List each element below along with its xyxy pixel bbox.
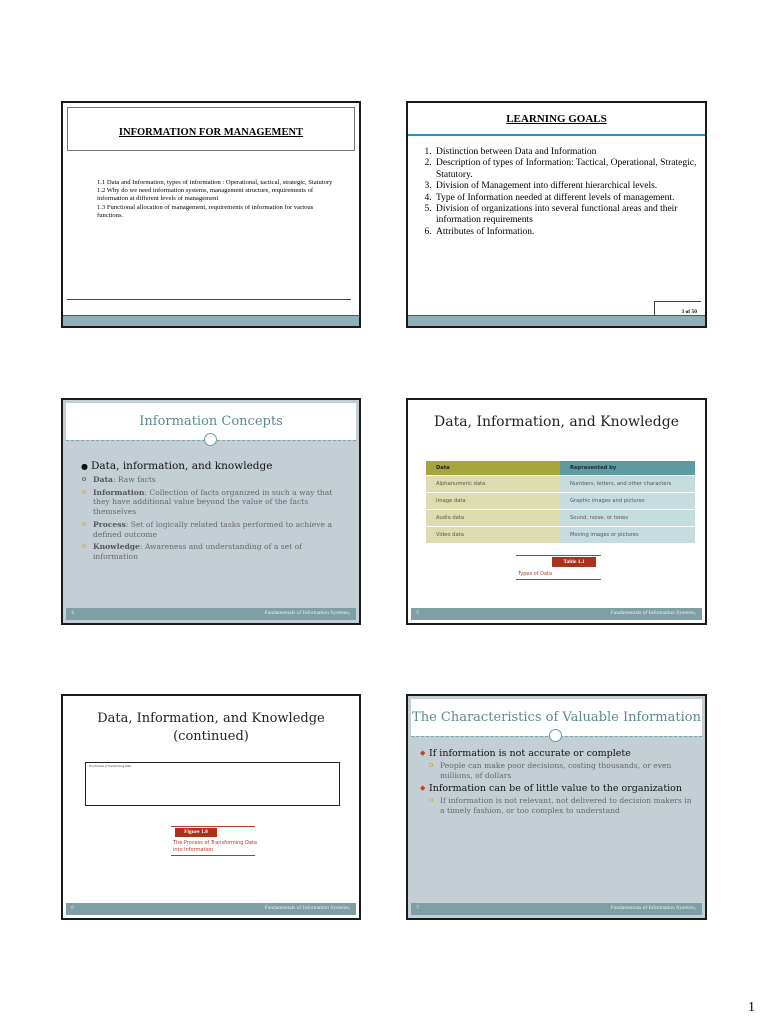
slide-4-title: Data, Information, and Knowledge xyxy=(434,414,679,430)
slide-2-title: LEARNING GOALS xyxy=(506,113,607,125)
table-caption: Types of Data xyxy=(518,571,553,577)
slide-2-rule xyxy=(408,134,705,136)
slide-number: 5 xyxy=(416,610,420,616)
slide-5[interactable] xyxy=(61,694,361,920)
sub-bullet: o Knowledge: Awareness and understanding of a set of information xyxy=(82,542,303,562)
slide-3[interactable] xyxy=(61,398,361,625)
slide-1[interactable] xyxy=(61,101,361,328)
types-of-data-table xyxy=(426,461,695,543)
list-item: 1. Distinction between Data and Information xyxy=(434,147,697,158)
footer-source: Fundamentals of Information Systems, xyxy=(264,905,350,911)
main-bullet: ◆ If information is not accurate or complete xyxy=(420,748,631,759)
slide-2-footer-bar xyxy=(408,315,705,326)
slide-6-content xyxy=(420,748,695,819)
column-header: Data xyxy=(426,461,560,476)
figure-caption: The Process of Transforming Data into Information xyxy=(173,840,257,853)
slide-5-title: Data, Information, and Knowledge (continued) xyxy=(97,711,325,745)
slide-number: 7 xyxy=(416,905,420,911)
slide-5-footer xyxy=(66,903,356,915)
table-caption-rule xyxy=(516,579,601,580)
table-row xyxy=(426,510,695,527)
diamond-bullet-icon: ◆ xyxy=(420,784,426,793)
slide-3-content xyxy=(81,460,347,565)
slide-6[interactable] xyxy=(406,694,707,920)
slide-1-divider xyxy=(67,299,351,300)
figure-tiny-text: The Process of Transforming Data xyxy=(89,765,131,768)
sub-bullet: o Data: Raw facts xyxy=(82,475,156,484)
slide-1-line: 1.3 Functional allocation of management, requirements of information for various functions. xyxy=(97,203,314,219)
main-bullet: ◆ Information can be of little value to the organization xyxy=(420,783,683,795)
diamond-bullet-icon: ◆ xyxy=(420,749,426,757)
slide-3-footer xyxy=(66,608,356,620)
table-cell: Alphanumeric data xyxy=(426,476,560,493)
table-label: Table 1.1 xyxy=(552,557,596,567)
table-cell: Sound, noise, or tones xyxy=(560,510,695,527)
figure-label-rule xyxy=(171,826,255,827)
hollow-square-icon: o xyxy=(429,761,434,769)
slide-6-title: The Characteristics of Valuable Information xyxy=(412,710,701,725)
sub-bullet: o If information is not relevant, not delivered to decision makers in a timely fashion, or too complex to understand xyxy=(429,796,692,816)
slide-number: 4 xyxy=(71,610,75,616)
slide-2-page-count: 3 of 50 xyxy=(681,309,697,315)
circle-ornament-icon xyxy=(549,729,562,742)
slide-1-line: 1.2 Why do we need information systems, management structure, requirements of information at different levels of management xyxy=(97,187,314,203)
list-item: 2. Description of types of Information: Tactical, Operational, Strategic, Statutory. xyxy=(434,158,697,181)
table-cell: Graphic images and pictures xyxy=(560,493,695,510)
table-label-rule xyxy=(516,555,601,556)
hollow-square-icon: o xyxy=(82,519,87,528)
table-header-row xyxy=(426,461,695,476)
table-cell: Numbers, letters, and other characters xyxy=(560,476,695,493)
slide-1-title: INFORMATION FOR MANAGEMENT xyxy=(118,127,304,138)
hollow-square-icon: o xyxy=(82,487,87,496)
list-item: 3. Division of Management into different hierarchical levels. xyxy=(434,181,697,192)
list-item: 4. Type of Information needed at different levels of management. xyxy=(434,193,697,204)
footer-source: Fundamentals of Information Systems, xyxy=(610,610,696,616)
slide-1-footer-bar xyxy=(63,315,359,326)
slide-2[interactable] xyxy=(406,101,707,328)
sub-bullet: o Information: Collection of facts organized in such a way that they have additional value beyond the value of the facts themselves xyxy=(82,487,333,517)
slide-4-footer xyxy=(411,608,702,620)
slide-3-title: Information Concepts xyxy=(139,414,283,429)
slide-number: 6 xyxy=(71,905,75,911)
main-bullet: ● Data, information, and knowledge xyxy=(81,460,273,472)
figure-caption-rule xyxy=(171,855,255,856)
sub-bullet: o Process: Set of logically related tasks performed to achieve a defined outcome xyxy=(82,519,332,539)
table-cell: Audio data xyxy=(426,510,560,527)
hollow-square-icon: o xyxy=(82,542,87,551)
sub-bullet: o People can make poor decisions, costing thousands, or even millions, of dollars xyxy=(429,761,672,780)
learning-goals-list xyxy=(420,147,697,238)
circle-ornament-icon xyxy=(204,433,217,446)
page-number: 1 xyxy=(748,1000,755,1015)
column-header: Represented by xyxy=(560,461,695,476)
bullet-icon: ● xyxy=(81,462,88,471)
table-cell: Moving images or pictures xyxy=(560,527,695,544)
table-row xyxy=(426,476,695,493)
table-cell: Video data xyxy=(426,527,560,544)
list-item: 6. Attributes of Information. xyxy=(434,227,697,238)
hollow-square-icon: o xyxy=(82,475,87,483)
slide-1-line: 1.1 Data and Information, types of information : Operational, tactical, strategic, Statutory xyxy=(97,179,333,186)
hollow-square-icon: o xyxy=(429,796,434,805)
slide-1-body xyxy=(97,179,337,220)
footer-source: Fundamentals of Information Systems, xyxy=(610,905,696,911)
figure-label: Figure 1.8 xyxy=(175,828,217,837)
slide-4[interactable] xyxy=(406,398,707,625)
slide-6-footer xyxy=(411,903,702,915)
figure-box xyxy=(85,762,340,806)
list-item: 5. Division of organizations into several functional areas and their information requirements xyxy=(434,204,697,227)
footer-source: Fundamentals of Information Systems, xyxy=(264,610,350,616)
table-cell: Image data xyxy=(426,493,560,510)
table-row xyxy=(426,493,695,510)
table-row xyxy=(426,527,695,544)
